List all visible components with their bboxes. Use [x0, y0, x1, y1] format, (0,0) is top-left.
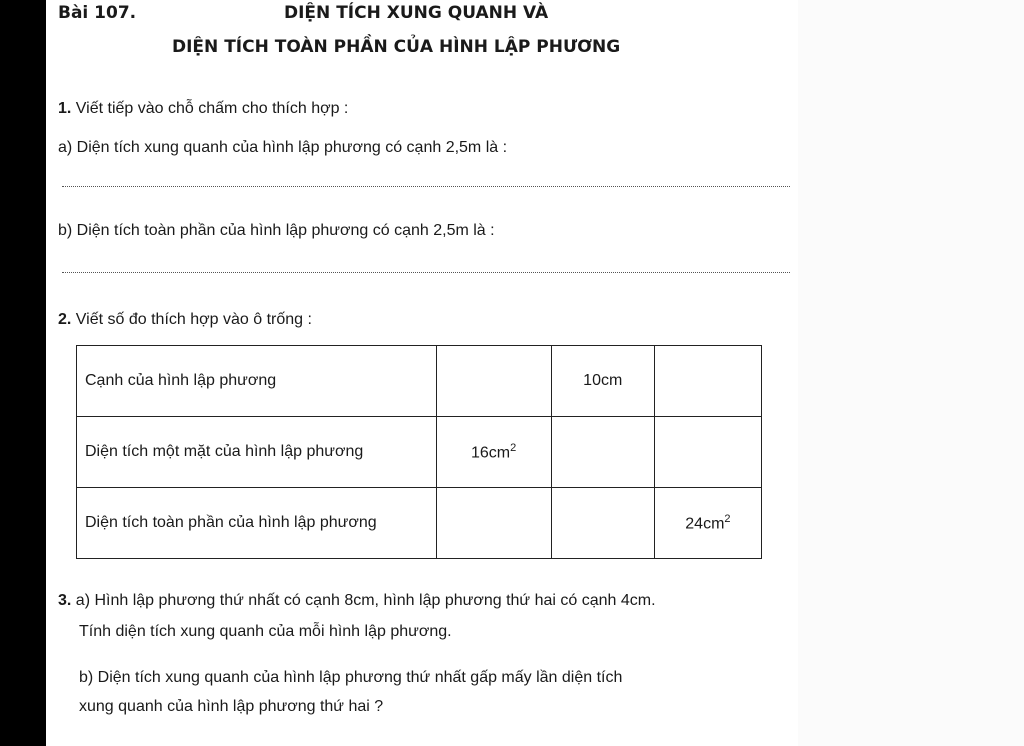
row-label-total-area: Diện tích toàn phần của hình lập phương	[77, 488, 437, 559]
cell-r2-c1	[436, 417, 551, 488]
cube-measurement-table	[76, 345, 762, 559]
lesson-title-line2: DIỆN TÍCH TOÀN PHẦN CỦA HÌNH LẬP PHƯƠNG	[172, 37, 621, 57]
exercise-3b-line1: b) Diện tích xung quanh của hình lập phương thứ nhất gấp mấy lần diện tích	[79, 669, 623, 686]
exercise-1b-text: b) Diện tích toàn phần của hình lập phương có cạnh 2,5m là :	[58, 222, 495, 239]
cell-r3-c1[interactable]	[436, 488, 551, 559]
worksheet-page	[46, 0, 798, 746]
lesson-number: Bài 107.	[58, 3, 137, 23]
cell-r1-c3[interactable]	[654, 346, 761, 417]
cell-r3-c3	[654, 488, 761, 559]
exercise-3b-line2: xung quanh của hình lập phương thứ hai ?	[79, 698, 384, 715]
exercise-1-number: 1.	[58, 100, 72, 117]
exercise-3a-text: a) Hình lập phương thứ nhất có cạnh 8cm, hình lập phương thứ hai có cạnh 4cm.	[75, 592, 656, 609]
table-row	[77, 488, 762, 559]
face-area-value: 16cm	[470, 444, 511, 462]
exercise-1-text: Viết tiếp vào chỗ chấm cho thích hợp :	[75, 100, 349, 117]
answer-line-1b[interactable]	[62, 272, 790, 273]
exercise-3a-line2: Tính diện tích xung quanh của mỗi hình lập phương.	[79, 623, 452, 640]
exercise-3a-line1	[58, 592, 656, 610]
exercise-2-prompt	[58, 311, 312, 329]
exercise-1-prompt	[58, 100, 348, 118]
cell-r1-c1[interactable]	[436, 346, 551, 417]
row-label-edge: Cạnh của hình lập phương	[77, 346, 437, 417]
left-black-border	[0, 0, 46, 746]
right-margin	[798, 0, 1024, 746]
face-area-exponent: 2	[510, 441, 517, 454]
row-label-face-area: Diện tích một mặt của hình lập phương	[77, 417, 437, 488]
exercise-1a-text: a) Diện tích xung quanh của hình lập phương có cạnh 2,5m là :	[58, 139, 508, 156]
cell-r3-c2[interactable]	[551, 488, 654, 559]
exercise-2-text: Viết số đo thích hợp vào ô trống :	[75, 311, 312, 328]
answer-line-1a[interactable]	[62, 186, 790, 187]
table-row	[77, 346, 762, 417]
lesson-title-line1: DIỆN TÍCH XUNG QUANH VÀ	[284, 3, 549, 23]
cell-r1-c2: 10cm	[551, 346, 654, 417]
cell-r2-c3[interactable]	[654, 417, 761, 488]
cell-r2-c2[interactable]	[551, 417, 654, 488]
total-area-value: 24cm	[685, 515, 725, 533]
total-area-exponent: 2	[724, 512, 731, 525]
exercise-2-number: 2.	[58, 311, 72, 328]
exercise-3-number: 3.	[58, 592, 72, 609]
table-row	[77, 417, 762, 488]
